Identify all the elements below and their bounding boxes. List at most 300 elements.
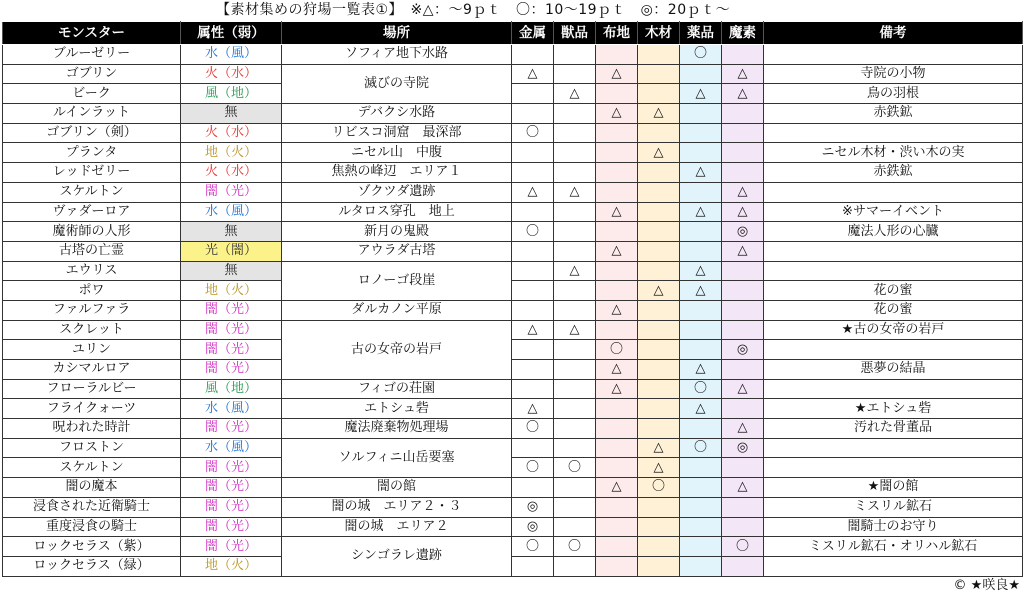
location-cell: ニセル山 中腹 — [282, 143, 512, 163]
beast-rating — [554, 438, 596, 458]
beast-rating: △ — [554, 84, 596, 104]
herb-rating — [680, 537, 722, 557]
location-cell: 闇の城 エリア２・３ — [282, 497, 512, 517]
note-cell: ミスリル鉱石 — [764, 497, 1023, 517]
herb-rating — [680, 143, 722, 163]
location-cell: 闇の城 エリア２ — [282, 517, 512, 537]
note-cell: 汚れた骨董品 — [764, 419, 1023, 439]
note-cell: 赤鉄鉱 — [764, 104, 1023, 124]
table-row — [3, 537, 1023, 557]
location-cell: 焦熱の峰辺 エリア１ — [282, 163, 512, 183]
note-cell: ニセル木材・渋い木の実 — [764, 143, 1023, 163]
cloth-rating — [596, 281, 638, 301]
herb-rating — [680, 222, 722, 242]
wood-rating — [638, 340, 680, 360]
herb-rating — [680, 497, 722, 517]
attribute-cell: 水（風） — [181, 45, 282, 65]
table-row — [3, 182, 1023, 202]
table-row — [3, 84, 1023, 104]
cloth-rating — [596, 182, 638, 202]
monster-name: ルインラット — [3, 104, 181, 124]
magic-rating: △ — [722, 84, 764, 104]
beast-rating — [554, 222, 596, 242]
monster-name: 古塔の亡霊 — [3, 241, 181, 261]
beast-rating — [554, 556, 596, 576]
metal-rating — [512, 261, 554, 281]
location-cell: アウラダ古塔 — [282, 241, 512, 261]
herb-rating: △ — [680, 399, 722, 419]
cloth-rating — [596, 556, 638, 576]
table-row — [3, 556, 1023, 576]
material-hunting-table — [2, 21, 1023, 577]
note-cell: ミスリル鉱石・オリハル鉱石 — [764, 537, 1023, 557]
note-cell: ★エトシュ砦 — [764, 399, 1023, 419]
magic-rating — [722, 517, 764, 537]
monster-name: カシマルロア — [3, 360, 181, 380]
magic-rating: △ — [722, 241, 764, 261]
magic-rating — [722, 497, 764, 517]
beast-rating: △ — [554, 261, 596, 281]
attribute-cell: 地（火） — [181, 143, 282, 163]
attribute-cell: 水（風） — [181, 399, 282, 419]
header-cloth: 布地 — [596, 22, 638, 45]
metal-rating — [512, 104, 554, 124]
cloth-rating — [596, 537, 638, 557]
monster-name: ロックセラス（緑） — [3, 556, 181, 576]
cloth-rating — [596, 123, 638, 143]
note-cell — [764, 438, 1023, 458]
note-cell: 鳥の羽根 — [764, 84, 1023, 104]
header-magic: 魔素 — [722, 22, 764, 45]
wood-rating — [638, 497, 680, 517]
beast-rating — [554, 419, 596, 439]
metal-rating — [512, 45, 554, 65]
cloth-rating — [596, 517, 638, 537]
attribute-cell: 火（水） — [181, 123, 282, 143]
note-cell — [764, 556, 1023, 576]
cloth-rating — [596, 261, 638, 281]
wood-rating: △ — [638, 104, 680, 124]
beast-rating — [554, 104, 596, 124]
beast-rating — [554, 241, 596, 261]
metal-rating — [512, 438, 554, 458]
beast-rating — [554, 340, 596, 360]
monster-name: ポワ — [3, 281, 181, 301]
wood-rating — [638, 517, 680, 537]
location-cell: 闇の館 — [282, 478, 512, 498]
monster-name: エウリス — [3, 261, 181, 281]
table-body — [3, 45, 1023, 577]
beast-rating — [554, 163, 596, 183]
wood-rating — [638, 379, 680, 399]
metal-rating: △ — [512, 399, 554, 419]
table-row — [3, 517, 1023, 537]
attribute-cell: 闇（光） — [181, 517, 282, 537]
metal-rating: 〇 — [512, 123, 554, 143]
location-cell: ソフィア地下水路 — [282, 45, 512, 65]
location-cell: 新月の鬼殿 — [282, 222, 512, 242]
wood-rating — [638, 360, 680, 380]
location-cell: デバクシ水路 — [282, 104, 512, 124]
monster-name: スクレット — [3, 320, 181, 340]
metal-rating — [512, 556, 554, 576]
metal-rating — [512, 379, 554, 399]
metal-rating: 〇 — [512, 537, 554, 557]
monster-name: ビーク — [3, 84, 181, 104]
note-cell: 花の蜜 — [764, 281, 1023, 301]
wood-rating — [638, 222, 680, 242]
beast-rating — [554, 497, 596, 517]
table-row — [3, 458, 1023, 478]
location-cell: リビスコ洞窟 最深部 — [282, 123, 512, 143]
monster-name: スケルトン — [3, 182, 181, 202]
monster-name: ブルーゼリー — [3, 45, 181, 65]
header-beast: 獣品 — [554, 22, 596, 45]
beast-rating — [554, 64, 596, 84]
header-metal: 金属 — [512, 22, 554, 45]
table-row — [3, 241, 1023, 261]
cloth-rating — [596, 163, 638, 183]
attribute-cell: 闇（光） — [181, 340, 282, 360]
table-row — [3, 222, 1023, 242]
magic-rating — [722, 163, 764, 183]
magic-rating — [722, 123, 764, 143]
wood-rating: 〇 — [638, 478, 680, 498]
note-cell — [764, 123, 1023, 143]
table-row — [3, 64, 1023, 84]
table-row — [3, 478, 1023, 498]
herb-rating — [680, 419, 722, 439]
note-cell: 赤鉄鉱 — [764, 163, 1023, 183]
attribute-cell: 闇（光） — [181, 458, 282, 478]
location-cell: ソルフィニ山岳要塞 — [282, 438, 512, 477]
attribute-cell: 闇（光） — [181, 537, 282, 557]
attribute-cell: 光（闇） — [181, 241, 282, 261]
wood-rating — [638, 537, 680, 557]
herb-rating — [680, 104, 722, 124]
metal-rating — [512, 241, 554, 261]
magic-rating — [722, 556, 764, 576]
table-row — [3, 163, 1023, 183]
cloth-rating: △ — [596, 64, 638, 84]
wood-rating — [638, 419, 680, 439]
attribute-cell: 闇（光） — [181, 182, 282, 202]
table-row — [3, 320, 1023, 340]
location-cell: ロノーゴ段崖 — [282, 261, 512, 300]
attribute-cell: 闇（光） — [181, 497, 282, 517]
note-cell: 悪夢の結晶 — [764, 360, 1023, 380]
metal-rating — [512, 143, 554, 163]
cloth-rating: △ — [596, 300, 638, 320]
metal-rating: 〇 — [512, 458, 554, 478]
cloth-rating — [596, 419, 638, 439]
monster-name: 呪われた時計 — [3, 419, 181, 439]
note-cell — [764, 261, 1023, 281]
magic-rating: 〇 — [722, 537, 764, 557]
note-cell: 闇騎士のお守り — [764, 517, 1023, 537]
metal-rating — [512, 281, 554, 301]
beast-rating — [554, 123, 596, 143]
attribute-cell: 風（地） — [181, 84, 282, 104]
monster-name: フロストン — [3, 438, 181, 458]
note-cell — [764, 45, 1023, 65]
table-row — [3, 261, 1023, 281]
attribute-cell: 闇（光） — [181, 419, 282, 439]
metal-rating — [512, 340, 554, 360]
header-notes: 備考 — [764, 22, 1023, 45]
herb-rating — [680, 517, 722, 537]
table-row — [3, 399, 1023, 419]
location-cell: エトシュ砦 — [282, 399, 512, 419]
herb-rating: 〇 — [680, 438, 722, 458]
monster-name: 闇の魔本 — [3, 478, 181, 498]
herb-rating — [680, 340, 722, 360]
attribute-cell: 闇（光） — [181, 320, 282, 340]
header-attribute: 属性（弱） — [181, 22, 282, 45]
magic-rating — [722, 300, 764, 320]
note-cell — [764, 241, 1023, 261]
herb-rating: 〇 — [680, 379, 722, 399]
beast-rating: 〇 — [554, 537, 596, 557]
herb-rating — [680, 182, 722, 202]
beast-rating: 〇 — [554, 458, 596, 478]
note-cell — [764, 182, 1023, 202]
wood-rating — [638, 261, 680, 281]
metal-rating: ◎ — [512, 497, 554, 517]
note-cell — [764, 340, 1023, 360]
note-cell — [764, 379, 1023, 399]
metal-rating — [512, 300, 554, 320]
magic-rating — [722, 320, 764, 340]
cloth-rating: △ — [596, 104, 638, 124]
cloth-rating — [596, 458, 638, 478]
herb-rating — [680, 64, 722, 84]
beast-rating: △ — [554, 182, 596, 202]
metal-rating — [512, 163, 554, 183]
cloth-rating: △ — [596, 379, 638, 399]
wood-rating: △ — [638, 143, 680, 163]
beast-rating: △ — [554, 320, 596, 340]
cloth-rating: △ — [596, 241, 638, 261]
table-row — [3, 143, 1023, 163]
beast-rating — [554, 379, 596, 399]
cloth-rating — [596, 320, 638, 340]
attribute-cell: 無 — [181, 222, 282, 242]
monster-name: レッドゼリー — [3, 163, 181, 183]
magic-rating — [722, 143, 764, 163]
table-row — [3, 123, 1023, 143]
herb-rating: △ — [680, 84, 722, 104]
magic-rating — [722, 281, 764, 301]
metal-rating — [512, 84, 554, 104]
magic-rating — [722, 399, 764, 419]
cloth-rating: 〇 — [596, 340, 638, 360]
herb-rating — [680, 320, 722, 340]
wood-rating — [638, 84, 680, 104]
table-row — [3, 104, 1023, 124]
beast-rating — [554, 399, 596, 419]
magic-rating: △ — [722, 478, 764, 498]
monster-name: ロックセラス（紫） — [3, 537, 181, 557]
attribute-cell: 地（火） — [181, 556, 282, 576]
metal-rating — [512, 360, 554, 380]
metal-rating: △ — [512, 182, 554, 202]
wood-rating — [638, 300, 680, 320]
location-cell: ルタロス穿孔 地上 — [282, 202, 512, 222]
beast-rating — [554, 478, 596, 498]
metal-rating — [512, 478, 554, 498]
copyright-footer: © ★咲良★ — [953, 578, 1020, 593]
note-cell: 魔法人形の心臓 — [764, 222, 1023, 242]
monster-name: 魔術師の人形 — [3, 222, 181, 242]
metal-rating: 〇 — [512, 419, 554, 439]
magic-rating: △ — [722, 419, 764, 439]
table-row — [3, 379, 1023, 399]
cloth-rating — [596, 45, 638, 65]
wood-rating — [638, 163, 680, 183]
attribute-cell: 風（地） — [181, 379, 282, 399]
location-cell: ダルカノン平原 — [282, 300, 512, 320]
cloth-rating: △ — [596, 478, 638, 498]
cloth-rating: △ — [596, 360, 638, 380]
magic-rating: △ — [722, 202, 764, 222]
herb-rating — [680, 478, 722, 498]
note-cell: 寺院の小物 — [764, 64, 1023, 84]
monster-name: ファルファラ — [3, 300, 181, 320]
magic-rating — [722, 45, 764, 65]
attribute-cell: 火（水） — [181, 64, 282, 84]
note-cell — [764, 458, 1023, 478]
herb-rating — [680, 556, 722, 576]
wood-rating — [638, 202, 680, 222]
wood-rating — [638, 45, 680, 65]
table-row — [3, 497, 1023, 517]
cloth-rating — [596, 84, 638, 104]
metal-rating — [512, 202, 554, 222]
wood-rating — [638, 399, 680, 419]
attribute-cell: 火（水） — [181, 163, 282, 183]
wood-rating: △ — [638, 281, 680, 301]
metal-rating: ◎ — [512, 517, 554, 537]
monster-name: 浸食された近衛騎士 — [3, 497, 181, 517]
table-row — [3, 45, 1023, 65]
monster-name: 重度浸食の騎士 — [3, 517, 181, 537]
herb-rating — [680, 123, 722, 143]
table-row — [3, 300, 1023, 320]
location-cell: 古の女帝の岩戸 — [282, 320, 512, 379]
attribute-cell: 闇（光） — [181, 478, 282, 498]
herb-rating — [680, 458, 722, 478]
header-monster: モンスター — [3, 22, 181, 45]
magic-rating — [722, 261, 764, 281]
beast-rating — [554, 281, 596, 301]
cloth-rating: △ — [596, 202, 638, 222]
magic-rating: △ — [722, 64, 764, 84]
note-cell: ★古の女帝の岩戸 — [764, 320, 1023, 340]
beast-rating — [554, 143, 596, 163]
header-row — [3, 22, 1023, 45]
herb-rating: 〇 — [680, 45, 722, 65]
table-row — [3, 419, 1023, 439]
magic-rating — [722, 360, 764, 380]
beast-rating — [554, 202, 596, 222]
table-title: 【素材集めの狩場一覧表①】 ※△：～9ｐｔ 〇：10～19ｐｔ ◎：20ｐｔ～ — [216, 2, 731, 18]
beast-rating — [554, 360, 596, 380]
wood-rating — [638, 64, 680, 84]
header-location: 場所 — [282, 22, 512, 45]
location-cell: シンゴラレ遺跡 — [282, 537, 512, 576]
note-cell: ※サマーイベント — [764, 202, 1023, 222]
wood-rating — [638, 556, 680, 576]
beast-rating — [554, 517, 596, 537]
magic-rating: △ — [722, 379, 764, 399]
cloth-rating — [596, 497, 638, 517]
attribute-cell: 闇（光） — [181, 300, 282, 320]
magic-rating: ◎ — [722, 438, 764, 458]
attribute-cell: 地（火） — [181, 281, 282, 301]
table-row — [3, 438, 1023, 458]
cloth-rating — [596, 399, 638, 419]
monster-name: ユリン — [3, 340, 181, 360]
location-cell: フィゴの荘園 — [282, 379, 512, 399]
metal-rating: △ — [512, 320, 554, 340]
herb-rating: △ — [680, 261, 722, 281]
attribute-cell: 水（風） — [181, 202, 282, 222]
wood-rating: △ — [638, 458, 680, 478]
attribute-cell: 無 — [181, 261, 282, 281]
magic-rating: △ — [722, 182, 764, 202]
cloth-rating — [596, 222, 638, 242]
wood-rating — [638, 123, 680, 143]
herb-rating: △ — [680, 281, 722, 301]
note-cell: ★闇の館 — [764, 478, 1023, 498]
magic-rating — [722, 104, 764, 124]
monster-name: ヴァダーロア — [3, 202, 181, 222]
herb-rating: △ — [680, 163, 722, 183]
header-herb: 薬品 — [680, 22, 722, 45]
table-row — [3, 281, 1023, 301]
herb-rating — [680, 300, 722, 320]
cloth-rating — [596, 143, 638, 163]
monster-name: プランタ — [3, 143, 181, 163]
magic-rating: ◎ — [722, 222, 764, 242]
wood-rating: △ — [638, 438, 680, 458]
beast-rating — [554, 45, 596, 65]
location-cell: 魔法廃棄物処理場 — [282, 419, 512, 439]
monster-name: スケルトン — [3, 458, 181, 478]
attribute-cell: 闇（光） — [181, 360, 282, 380]
location-cell: 滅びの寺院 — [282, 64, 512, 103]
herb-rating: △ — [680, 360, 722, 380]
wood-rating — [638, 241, 680, 261]
monster-name: ゴブリン — [3, 64, 181, 84]
magic-rating: ◎ — [722, 340, 764, 360]
beast-rating — [554, 300, 596, 320]
metal-rating: 〇 — [512, 222, 554, 242]
table-row — [3, 340, 1023, 360]
header-wood: 木材 — [638, 22, 680, 45]
wood-rating — [638, 320, 680, 340]
herb-rating: △ — [680, 202, 722, 222]
table-row — [3, 360, 1023, 380]
magic-rating — [722, 458, 764, 478]
monster-name: フローラルビー — [3, 379, 181, 399]
attribute-cell: 無 — [181, 104, 282, 124]
cloth-rating — [596, 438, 638, 458]
monster-name: ゴブリン（剣） — [3, 123, 181, 143]
note-cell: 花の蜜 — [764, 300, 1023, 320]
location-cell: ゾクツダ遺跡 — [282, 182, 512, 202]
